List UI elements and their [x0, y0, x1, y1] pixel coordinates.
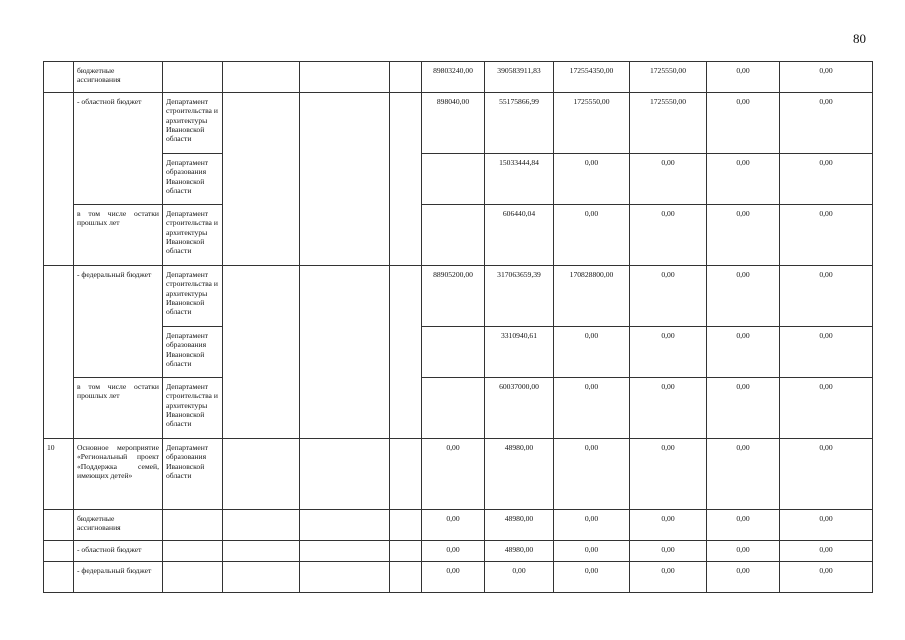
row-dept-cell — [163, 510, 223, 541]
value-cell: 0,00 — [780, 266, 873, 327]
value-cell: 0,00 — [554, 541, 630, 562]
value-cell: 0,00 — [630, 439, 707, 510]
value-cell: 0,00 — [422, 541, 485, 562]
value-cell: 0,00 — [707, 541, 780, 562]
value-cell: 0,00 — [554, 154, 630, 205]
row-name-cell: бюджетные ассигнования — [74, 510, 163, 541]
value-cell — [422, 154, 485, 205]
value-cell: 0,00 — [707, 378, 780, 439]
value-cell: 0,00 — [554, 327, 630, 378]
empty-cell — [223, 510, 300, 541]
value-cell: 0,00 — [422, 439, 485, 510]
row-number-cell — [44, 562, 74, 593]
value-cell: 89803240,00 — [422, 62, 485, 93]
table-row — [44, 541, 873, 562]
value-cell: 172554350,00 — [554, 62, 630, 93]
value-cell: 0,00 — [630, 562, 707, 593]
value-cell: 170828800,00 — [554, 266, 630, 327]
value-cell: 0,00 — [780, 62, 873, 93]
empty-cell — [223, 93, 300, 266]
value-cell: 0,00 — [780, 327, 873, 378]
value-cell: 606440,04 — [485, 205, 554, 266]
row-dept-cell: Департамент образования Ивановской области — [163, 154, 223, 205]
value-cell: 0,00 — [554, 562, 630, 593]
page-number: 80 — [853, 31, 866, 46]
value-cell: 1725550,00 — [630, 93, 707, 154]
value-cell: 1725550,00 — [554, 93, 630, 154]
value-cell: 48980,00 — [485, 439, 554, 510]
table-row — [44, 510, 873, 541]
value-cell: 0,00 — [630, 154, 707, 205]
value-cell: 0,00 — [630, 327, 707, 378]
value-cell: 0,00 — [780, 562, 873, 593]
empty-cell — [300, 562, 390, 593]
value-cell: 48980,00 — [485, 510, 554, 541]
row-dept-cell: Департамент образования Ивановской области — [163, 439, 223, 510]
value-cell: 0,00 — [630, 378, 707, 439]
value-cell: 0,00 — [707, 510, 780, 541]
value-cell: 0,00 — [422, 562, 485, 593]
row-dept-cell: Департамент строительства и архитектуры Ивановской области — [163, 205, 223, 266]
value-cell: 0,00 — [707, 205, 780, 266]
empty-cell — [223, 562, 300, 593]
value-cell: 0,00 — [780, 205, 873, 266]
row-number-cell: 10 — [44, 439, 74, 510]
row-name-cell: - областной бюджет — [74, 93, 163, 205]
empty-cell — [390, 266, 422, 439]
row-dept-cell: Департамент строительства и архитектуры Ивановской области — [163, 378, 223, 439]
row-number-cell — [44, 541, 74, 562]
empty-cell — [390, 510, 422, 541]
value-cell: 1725550,00 — [630, 62, 707, 93]
value-cell: 55175866,99 — [485, 93, 554, 154]
empty-cell — [390, 541, 422, 562]
row-dept-cell — [163, 562, 223, 593]
value-cell: 0,00 — [780, 378, 873, 439]
row-name-cell: - федеральный бюджет — [74, 266, 163, 378]
value-cell: 0,00 — [780, 154, 873, 205]
row-name-cell: Основное мероприятие «Региональный проект «Поддержка семей, имеющих детей» — [74, 439, 163, 510]
value-cell: 0,00 — [554, 439, 630, 510]
value-cell — [422, 378, 485, 439]
empty-cell — [390, 62, 422, 93]
value-cell: 88905200,00 — [422, 266, 485, 327]
value-cell: 317063659,39 — [485, 266, 554, 327]
value-cell: 390583911,83 — [485, 62, 554, 93]
empty-cell — [300, 62, 390, 93]
table-row — [44, 205, 873, 266]
empty-cell — [390, 93, 422, 266]
value-cell — [422, 327, 485, 378]
table-row — [44, 62, 873, 93]
empty-cell — [390, 562, 422, 593]
budget-table — [43, 61, 873, 593]
row-dept-cell — [163, 62, 223, 93]
row-dept-cell: Департамент образования Ивановской области — [163, 327, 223, 378]
value-cell: 0,00 — [630, 266, 707, 327]
value-cell: 0,00 — [485, 562, 554, 593]
row-number-cell — [44, 62, 74, 93]
value-cell — [422, 205, 485, 266]
row-name-cell: бюджетные ассигнования — [74, 62, 163, 93]
table-row — [44, 439, 873, 510]
row-number-cell — [44, 266, 74, 439]
empty-cell — [223, 62, 300, 93]
empty-cell — [300, 541, 390, 562]
row-dept-cell: Департамент строительства и архитектуры Ивановской области — [163, 266, 223, 327]
empty-cell — [300, 93, 390, 266]
table-row — [44, 378, 873, 439]
row-name-cell: в том числе остатки прошлых лет — [74, 205, 163, 266]
value-cell: 15033444,84 — [485, 154, 554, 205]
value-cell: 3310940,61 — [485, 327, 554, 378]
empty-cell — [300, 266, 390, 439]
value-cell: 0,00 — [422, 510, 485, 541]
table-row — [44, 266, 873, 327]
table-row — [44, 93, 873, 154]
value-cell: 0,00 — [630, 510, 707, 541]
value-cell: 0,00 — [780, 93, 873, 154]
value-cell: 0,00 — [780, 439, 873, 510]
value-cell: 0,00 — [554, 205, 630, 266]
empty-cell — [390, 439, 422, 510]
value-cell: 0,00 — [707, 327, 780, 378]
table-row — [44, 327, 873, 378]
empty-cell — [223, 439, 300, 510]
row-number-cell — [44, 93, 74, 266]
value-cell: 0,00 — [554, 378, 630, 439]
value-cell: 0,00 — [780, 510, 873, 541]
table-row — [44, 154, 873, 205]
empty-cell — [223, 541, 300, 562]
table-row — [44, 562, 873, 593]
value-cell: 0,00 — [707, 154, 780, 205]
row-dept-cell: Департамент строительства и архитектуры Ивановской области — [163, 93, 223, 154]
row-name-cell: - областной бюджет — [74, 541, 163, 562]
row-number-cell — [44, 510, 74, 541]
value-cell: 0,00 — [707, 62, 780, 93]
empty-cell — [300, 439, 390, 510]
empty-cell — [223, 266, 300, 439]
value-cell: 0,00 — [554, 510, 630, 541]
empty-cell — [300, 510, 390, 541]
value-cell: 0,00 — [630, 205, 707, 266]
value-cell: 0,00 — [707, 439, 780, 510]
value-cell: 898040,00 — [422, 93, 485, 154]
row-name-cell: в том числе остатки прошлых лет — [74, 378, 163, 439]
value-cell: 0,00 — [707, 266, 780, 327]
value-cell: 0,00 — [780, 541, 873, 562]
value-cell: 0,00 — [707, 562, 780, 593]
row-dept-cell — [163, 541, 223, 562]
row-name-cell: - федеральный бюджет — [74, 562, 163, 593]
value-cell: 0,00 — [630, 541, 707, 562]
value-cell: 60037000,00 — [485, 378, 554, 439]
value-cell: 48980,00 — [485, 541, 554, 562]
value-cell: 0,00 — [707, 93, 780, 154]
